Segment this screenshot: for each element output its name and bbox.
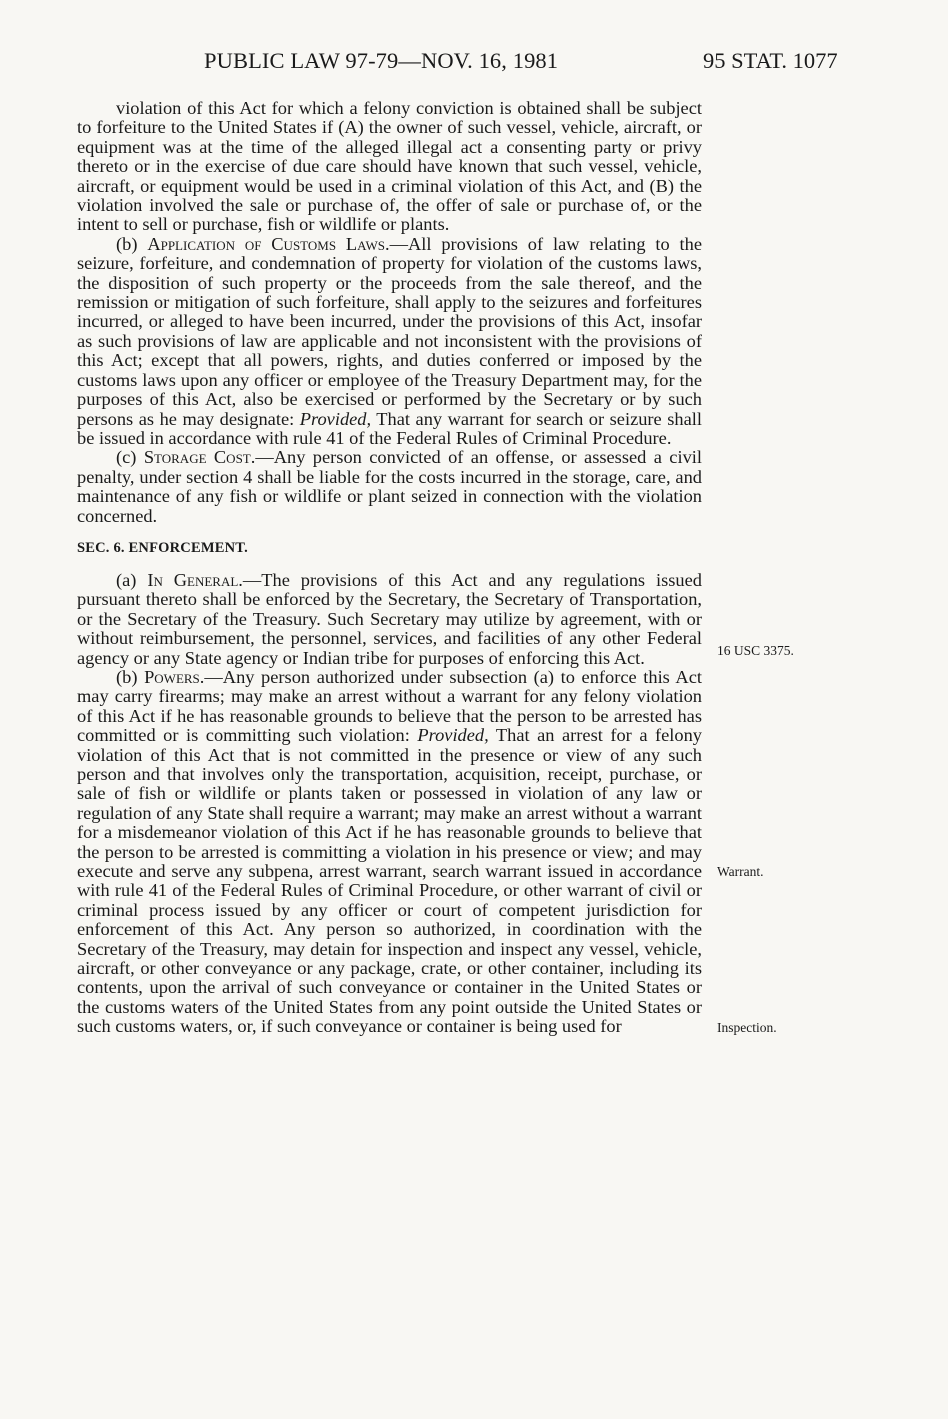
subsection-label: (c) (116, 447, 137, 468)
paragraph-c-storage-cost (77, 448, 702, 526)
subsection-heading: Powers (144, 666, 200, 687)
paragraph-6a-in-general (77, 571, 702, 668)
subsection-label: (a) (116, 569, 137, 590)
running-header-title: PUBLIC LAW 97-79—NOV. 16, 1981 (204, 48, 559, 73)
margin-note-usc-citation: 16 USC 3375. (717, 643, 794, 658)
provided-italic: Provided, (299, 408, 372, 429)
subsection-label: (b) (116, 233, 138, 254)
subsection-text: .—Any person authorized under subsection (a) to enforce this Act may carry firearms; may make an arrest without a warrant for any felony violation of this Act if he has reasonable grounds to believe that the person to be arrested has committed or is committing such violation: (77, 666, 702, 746)
subsection-text: .—All provisions of law relating to the seizure, forfeiture, and condemnation of property for violation of the customs laws, the disposition of such property or the proceeds from the sale thereof, and the remission or mitigation of such forfeiture, shall apply to the seizures and forfeitures incurred, or alleged to have been incurred, under the provisions of this Act, insofar as such provisions of law are applicable and not inconsistent with the provisions of this Act; except that all powers, rights, and duties conferred or imposed by the customs laws upon any officer or employee of the Treasury Department may, for the purposes of this Act, also be exercised or performed by the Secretary or by such persons as he may designate: (77, 233, 703, 429)
provided-italic: Provided, (417, 725, 489, 746)
subsection-heading: Application of Customs Laws (147, 233, 385, 254)
subsection-heading: In General (147, 569, 239, 590)
body-text-column (77, 99, 702, 1037)
paragraph-continuation: violation of this Act for which a felony conviction is obtained shall be subject to forfeiture to the United States if (A) the owner of such vessel, vehicle, aircraft, or equipment was at the time of the alleged illegal act a consenting party or privy thereto or in the exercise of due care should have known that such vessel, vehicle, aircraft, or equipment would be used in a criminal violation of this Act, and (B) the violation involved the sale or purchase of, the offer of sale or purchase of, or the intent to sell or purchase, fish or wildlife or plants. (77, 98, 702, 235)
subsection-label: (b) (116, 666, 138, 687)
margin-note-warrant: Warrant. (717, 864, 764, 879)
running-header-statute-page: 95 STAT. 1077 (703, 48, 838, 73)
section-6-heading: SEC. 6. ENFORCEMENT. (77, 539, 248, 556)
subsection-text: .—Any person convicted of an offense, or assessed a civil penalty, under section 4 shall be liable for the costs incurred in the storage, care, and maintenance of any fish or wildlife or plant seized in connection with the violation concerned. (77, 447, 702, 526)
paragraph-6b-powers (77, 668, 702, 1037)
subsection-text: .—The provisions of this Act and any regulations issued pursuant thereto shall be enforced by the Secretary, the Secretary of Transportation, or the Secretary of the Treasury. Such Secretary may utilize by agreement, with or without reimbursement, the personnel, services, and facilities of any other Federal agency or any State agency or Indian tribe for purposes of enforcing this Act. (77, 569, 702, 668)
paragraph-b-customs-laws (77, 235, 702, 448)
margin-note-inspection: Inspection. (717, 1020, 777, 1035)
subsection-heading: Storage Cost (143, 447, 251, 468)
subsection-text: That any warrant for search or seizure shall be issued in accordance with rule 41 of the Federal Rules of Criminal Procedure. (77, 408, 702, 448)
subsection-text: That an arrest for a felony violation of this Act that is not committed in the presence or view of any such person and that involves only the transportation, acquisition, receipt, purchase, or sale of fish or wildlife or plants taken or possessed in violation of any law or regulation of any State shall require a warrant; may make an arrest without a warrant for a misdemeanor violation of this Act if he has reasonable grounds to believe that the person to be arrested is committing a violation in his presence or view; and may execute and serve any subpena, arrest warrant, search warrant issued in accordance with rule 41 of the Federal Rules of Criminal Procedure, or other warrant of civil or criminal process issued by any officer or court of competent jurisdiction for enforcement of this Act. Any person so authorized, in coordination with the Secretary of the Treasury, may detain for inspection and inspect any vessel, vehicle, aircraft, or other conveyance or any package, crate, or other container, including its contents, upon the arrival of such conveyance or container in the United States or the customs waters of the United States from any point outside the United States or such customs waters, or, if such conveyance or container is being used for (77, 725, 702, 1037)
